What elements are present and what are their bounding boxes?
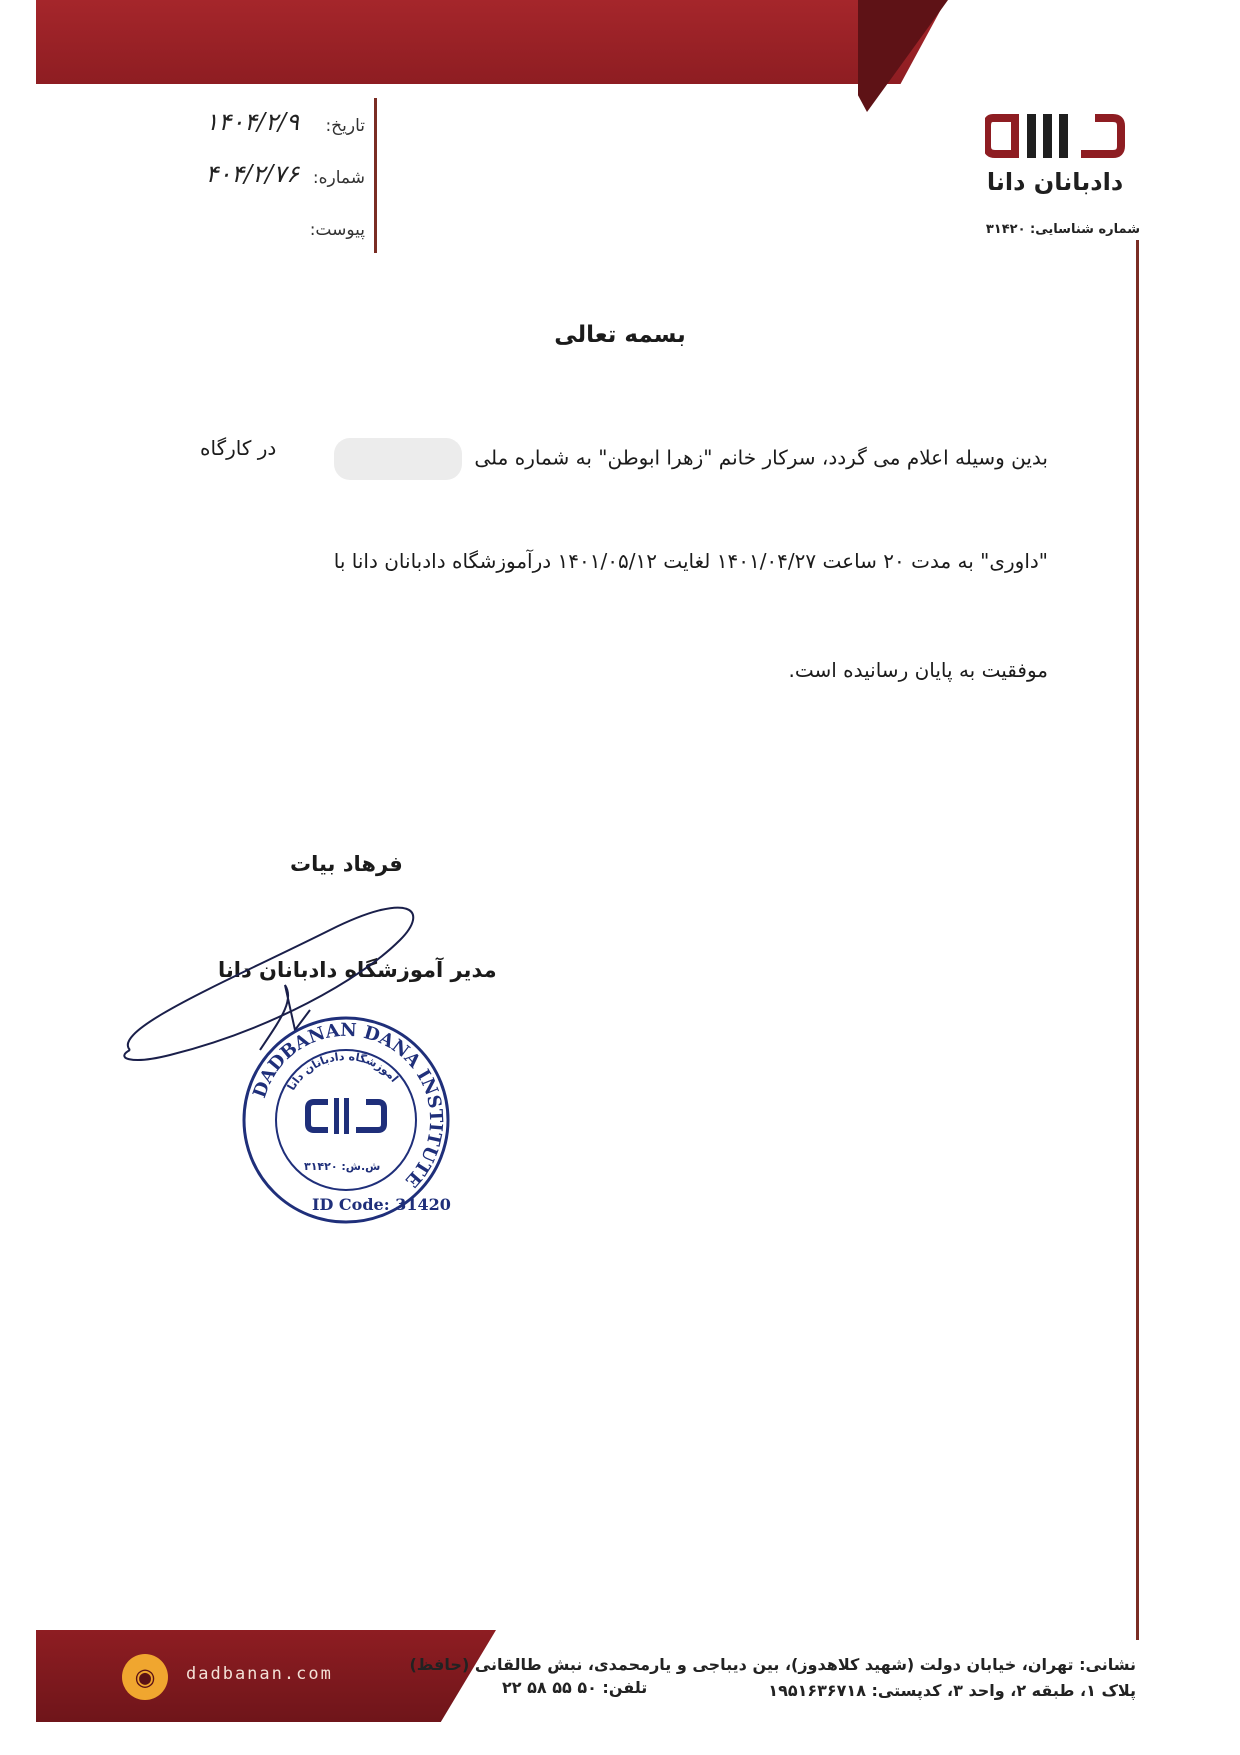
- date-label: تاریخ:: [325, 116, 365, 136]
- body-line-1-end: در کارگاه: [200, 436, 277, 460]
- frame-right-line: [1136, 240, 1139, 1640]
- signer-name: فرهاد بیات: [290, 852, 403, 876]
- footer-phone: تلفن: ۵۰ ۵۵ ۵۸ ۲۲: [502, 1678, 648, 1697]
- institute-stamp-icon: [236, 1010, 456, 1230]
- header-band: [36, 0, 946, 84]
- signer-role: مدیر آموزشگاه دادبانان دانا: [218, 958, 497, 982]
- logo-wordmark: دادبانان دانا: [986, 168, 1124, 196]
- address-line-1: نشانی: تهران، خیابان دولت (شهید کلاهدوز)، بین دیباجی و یارمحمدی، نبش طالقانی (حافظ): [409, 1655, 1136, 1674]
- globe-icon: ◉: [122, 1654, 168, 1700]
- stamp-inner-text: آموزشگاه دادبانان دانا: [284, 1049, 401, 1093]
- letter-meta: [150, 108, 365, 264]
- date-value: ۱۴۰۴/۲/۹: [205, 108, 299, 136]
- attachment-row: [150, 212, 365, 264]
- body-line-2: "داوری" به مدت ۲۰ ساعت ۱۴۰۱/۰۴/۲۷ لغایت ۱۴۰۱/۰۵/۱۲ درآموزشگاه دادبانان دانا با: [333, 549, 1048, 573]
- header-band-tip: [858, 0, 948, 112]
- redacted-national-id: [334, 438, 462, 480]
- stamp-reg-text: ش.ش: ۳۱۴۲۰: [304, 1160, 381, 1173]
- number-row: [150, 160, 365, 212]
- body-line-1: [188, 438, 1048, 480]
- body-line-1-text: بدین وسیله اعلام می گردد، سرکار خانم "زهرا ابوطن" به شماره ملی: [474, 445, 1048, 470]
- logo-mark-icon: [985, 108, 1125, 164]
- attachment-label: پیوست:: [309, 220, 365, 240]
- stamp-id-code: ID Code: 31420: [312, 1195, 451, 1214]
- letter-title: بسمه تعالی: [554, 322, 686, 348]
- header-divider: [374, 98, 377, 253]
- address-line-2: پلاک ۱، طبقه ۲، واحد ۳، کدپستی: ۱۹۵۱۶۳۶۷۱۸: [768, 1681, 1136, 1700]
- stamp-outer-text: DADBANAN DANA INSTITUTE: [249, 1019, 447, 1192]
- company-logo: [985, 108, 1135, 196]
- date-row: [150, 108, 365, 160]
- website-link[interactable]: dadbanan.com: [186, 1664, 333, 1684]
- number-value: ۴۰۴/۲/۷۶: [205, 160, 299, 188]
- body-line-3: موفقیت به پایان رسانیده است.: [788, 658, 1048, 682]
- number-label: شماره:: [312, 168, 365, 188]
- company-id: شماره شناسایی: ۳۱۴۲۰: [985, 222, 1140, 237]
